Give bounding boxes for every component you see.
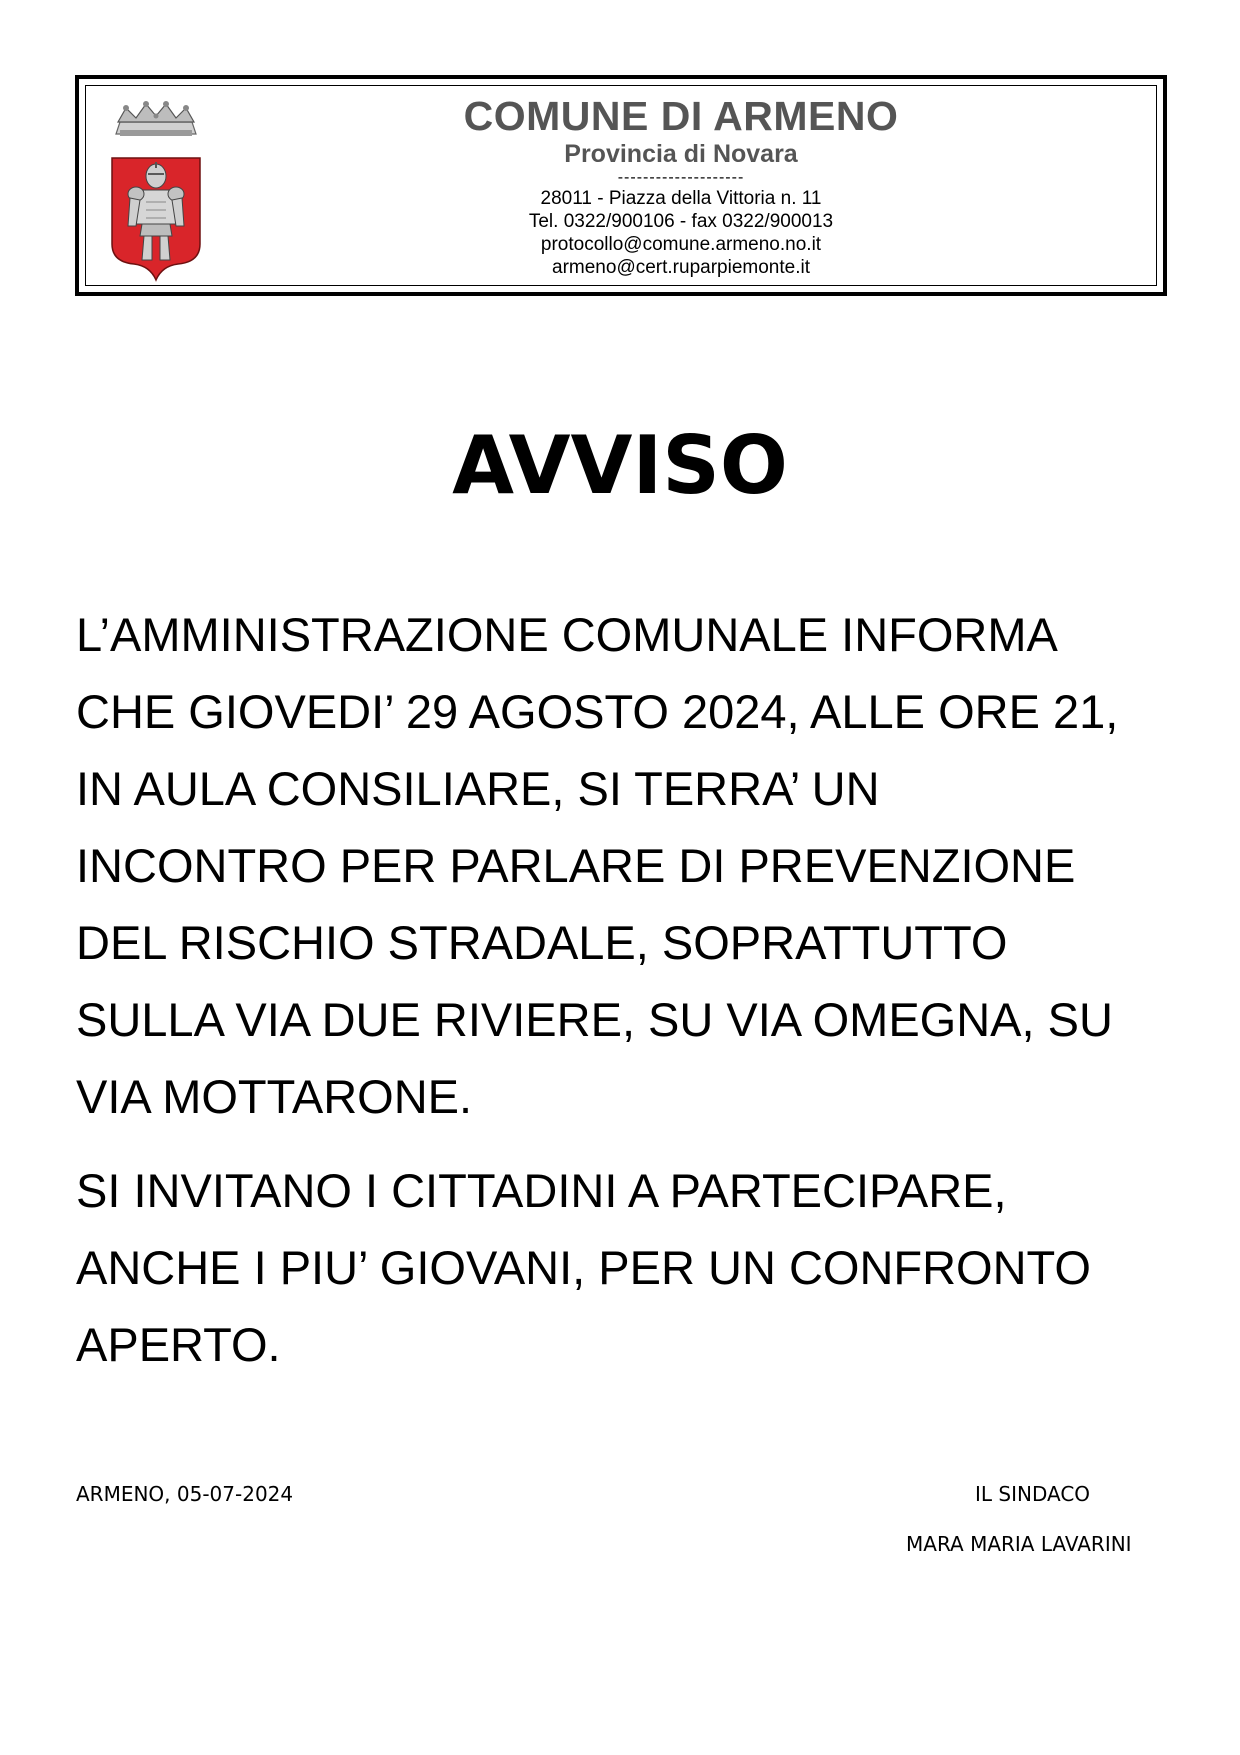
signatory-name: MARA MARIA LAVARINI: [906, 1532, 1132, 1556]
notice-heading: AVVISO: [452, 419, 788, 512]
pec-address: armeno@cert.ruparpiemonte.it: [552, 257, 810, 278]
text-line: CHE GIOVEDI’ 29 AGOSTO 2024, ALLE ORE 21,: [76, 685, 1119, 738]
municipality-name: COMUNE DI ARMENO: [463, 93, 899, 139]
text-line: L’AMMINISTRAZIONE COMUNALE INFORMA: [76, 608, 1058, 661]
notice-paragraph-1: [76, 596, 1176, 1135]
phone-fax: Tel. 0322/900106 - fax 0322/900013: [528, 211, 834, 232]
address: 28011 - Piazza della Vittoria n. 11: [540, 188, 822, 209]
text-line: ANCHE I PIU’ GIOVANI, PER UN CONFRONTO: [76, 1241, 1091, 1294]
text-line: DEL RISCHIO STRADALE, SOPRATTUTTO: [76, 916, 1008, 969]
notice-paragraph-2: [76, 1152, 1176, 1383]
letterhead-frame: [85, 85, 1157, 286]
separator-line: --------------------: [617, 169, 745, 186]
text-line: INCONTRO PER PARLARE DI PREVENZIONE: [76, 839, 1076, 892]
text-line: SI INVITANO I CITTADINI A PARTECIPARE,: [76, 1164, 1007, 1217]
signatory-role: IL SINDACO: [975, 1482, 1091, 1506]
text-line: APERTO.: [76, 1318, 281, 1371]
letterhead: [75, 75, 1167, 296]
text-line: SULLA VIA DUE RIVIERE, SU VIA OMEGNA, SU: [76, 993, 1113, 1046]
text-line: VIA MOTTARONE.: [76, 1070, 473, 1123]
municipal-coat-of-arms-icon: [106, 94, 206, 290]
email-address: protocollo@comune.armeno.no.it: [540, 234, 822, 255]
letterhead-text: [226, 86, 1136, 279]
province-name: Provincia di Novara: [564, 140, 798, 168]
place-and-date: ARMENO, 05-07-2024: [76, 1482, 294, 1506]
text-line: IN AULA CONSILIARE, SI TERRA’ UN: [76, 762, 880, 815]
